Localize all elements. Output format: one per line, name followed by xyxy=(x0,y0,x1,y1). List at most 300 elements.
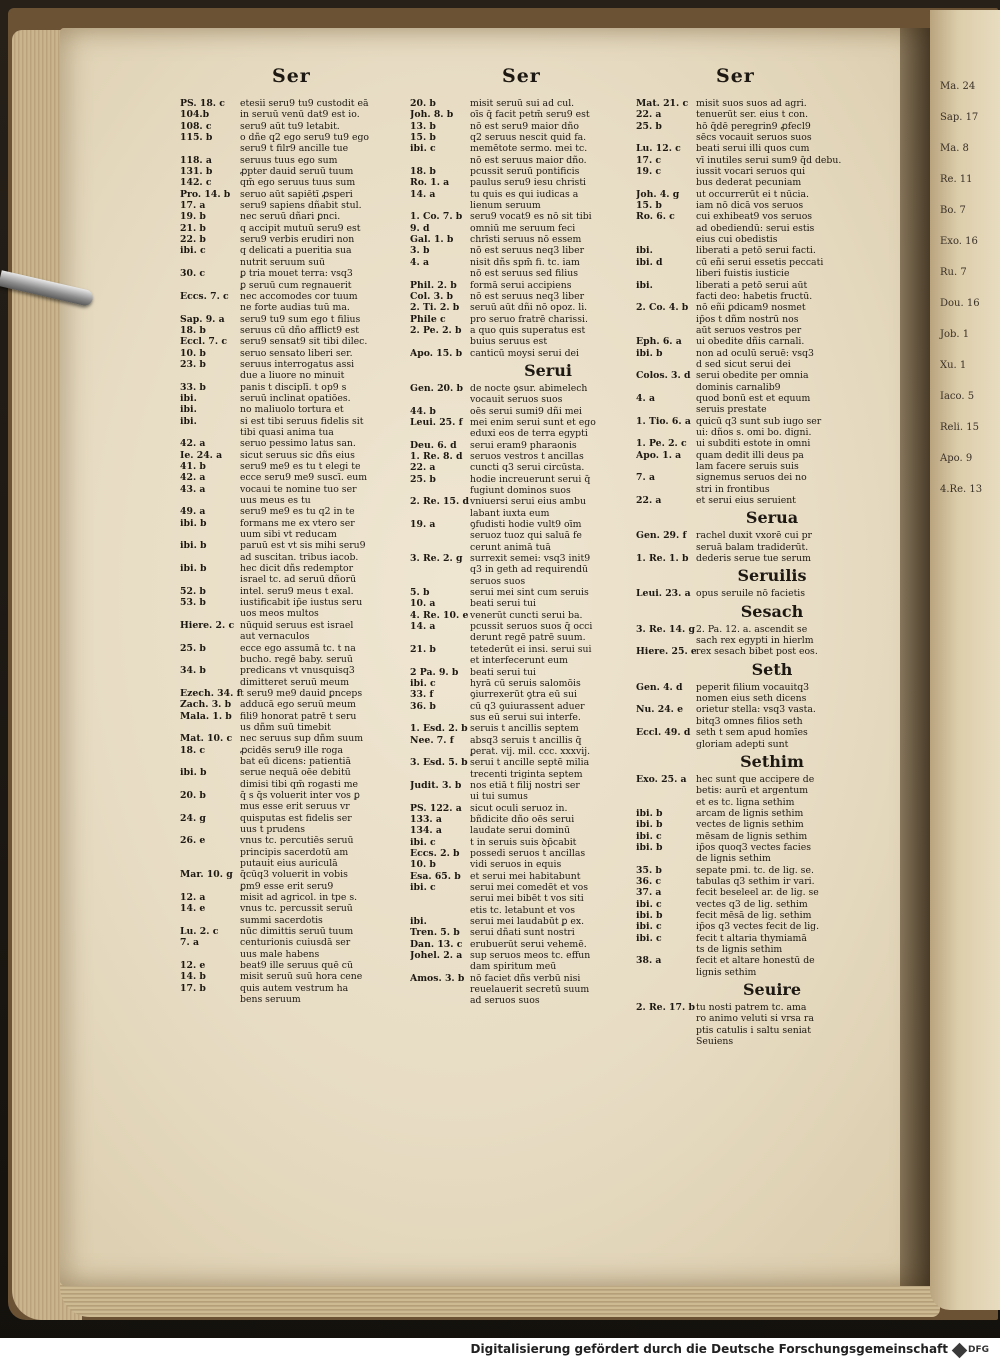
line-reference: 22. a xyxy=(636,109,662,121)
line-reference xyxy=(410,791,470,802)
line-text: dederis serue tue serum xyxy=(696,553,811,565)
line-reference: 18. b xyxy=(180,324,206,336)
entry-heading xyxy=(636,600,868,624)
line-text: hec dicit dñs redemptor xyxy=(240,563,354,575)
concordance-line xyxy=(180,824,410,835)
line-text: ecce seru9 me9 suscī. eum xyxy=(240,472,368,484)
line-reference: 21. b xyxy=(410,643,436,655)
line-reference xyxy=(410,632,470,643)
line-text: t̄ in seruis suis ꝺp̄cabit xyxy=(470,836,577,848)
line-text: quisputas est fidelis ser xyxy=(240,812,352,824)
concordance-line xyxy=(410,735,646,746)
line-text: vocaui te nomine tuo ser xyxy=(240,483,357,495)
line-text: liberati a petō serui facti. xyxy=(696,245,816,257)
line-text: pcussit seruos suos q̄ occi xyxy=(470,621,593,633)
line-text: ptis catulis i saltu seniat xyxy=(696,1024,811,1036)
concordance-line xyxy=(636,314,868,325)
concordance-line xyxy=(410,621,646,632)
line-text: erubuerūt serui vehemē. xyxy=(470,938,587,950)
line-reference: 15. b xyxy=(410,132,436,144)
line-reference xyxy=(636,234,696,245)
concordance-line xyxy=(636,325,868,336)
line-reference xyxy=(180,552,240,563)
line-text: iussit vocari seruos qui xyxy=(696,166,806,178)
line-text: o dñe q2 ego seru9 tu9 ego xyxy=(240,132,369,144)
line-text: uus male habens xyxy=(240,948,320,960)
line-reference: ibi. c xyxy=(636,830,662,842)
concordance-line xyxy=(180,404,410,415)
text-column-1 xyxy=(180,62,410,1006)
line-reference xyxy=(180,608,240,619)
concordance-line xyxy=(410,234,646,245)
line-reference: 131. b xyxy=(180,166,213,178)
line-text: misit ad agricol. in tpe s. xyxy=(240,892,358,904)
line-reference: ibi. c xyxy=(636,898,662,910)
line-reference: 19. b xyxy=(180,211,206,223)
line-reference: 36. b xyxy=(410,700,436,712)
concordance-line xyxy=(410,984,646,995)
column-lines xyxy=(180,98,410,1006)
dfg-logo xyxy=(954,1341,994,1359)
concordance-line xyxy=(636,1025,868,1036)
concordance-line xyxy=(180,166,410,177)
line-text: predicans vt vnusquisq3 xyxy=(240,665,355,677)
line-text: cū q3 ꝯuiurassent aduer xyxy=(470,700,585,712)
concordance-line xyxy=(410,961,646,972)
concordance-line xyxy=(410,166,646,177)
line-reference xyxy=(410,655,470,666)
line-text: 2. Pa. 12. a. ascendit se xyxy=(696,623,808,635)
concordance-line xyxy=(180,177,410,188)
line-reference xyxy=(410,576,470,587)
concordance-line xyxy=(180,779,410,790)
line-text: etis t̄c. letabunt et vos xyxy=(470,904,575,916)
line-text: q delicati a pueritia sua xyxy=(240,245,352,257)
concordance-line xyxy=(180,336,410,347)
concordance-line xyxy=(410,576,646,587)
concordance-line xyxy=(180,121,410,132)
concordance-line xyxy=(636,359,868,370)
line-text: iam nō dicā vos seruos xyxy=(696,200,804,212)
facing-page xyxy=(930,10,1000,1310)
concordance-line xyxy=(636,542,868,553)
concordance-line xyxy=(636,268,868,279)
concordance-line xyxy=(180,665,410,676)
line-text: quod bonū est et equum xyxy=(696,392,811,404)
concordance-line xyxy=(180,132,410,143)
line-reference: Eccs. 2. b xyxy=(410,848,460,859)
line-text: q̄ s q̄s voluerit inter vos ꝑ xyxy=(240,789,360,801)
concordance-line xyxy=(636,166,868,177)
line-reference: 3. Re. 14. g xyxy=(636,623,695,635)
line-reference: Joh. 4. g xyxy=(636,188,680,200)
line-text: possedi seruos t̄ ancillas xyxy=(470,848,586,859)
line-reference: ibi. b xyxy=(636,347,663,359)
line-reference: Leui. 25. f xyxy=(410,416,463,428)
concordance-line xyxy=(410,257,646,268)
line-text: fecit t̄ altaria thymiamā xyxy=(696,932,807,944)
line-reference: 19. c xyxy=(636,166,662,178)
concordance-line xyxy=(636,132,868,143)
line-text: Seth xyxy=(751,659,793,679)
line-text: cerunt animā tuā xyxy=(470,541,551,553)
concordance-line xyxy=(636,143,868,154)
line-reference xyxy=(180,722,240,733)
facing-page-fragment: Ma. 24 xyxy=(940,81,976,92)
line-reference xyxy=(636,853,696,864)
line-text: tu quis es qui iudicas a xyxy=(470,188,579,200)
concordance-line xyxy=(410,428,646,439)
concordance-line xyxy=(636,393,868,404)
line-reference xyxy=(410,155,470,166)
line-text: liberi fuistis iusticie xyxy=(696,268,790,280)
line-text: fecit beseleel ar. de lig. se xyxy=(696,887,819,899)
concordance-line xyxy=(180,211,410,222)
concordance-line xyxy=(636,200,868,211)
line-text: bens seruum xyxy=(240,994,301,1006)
line-text: vnus t̄c. percutiēs seruū xyxy=(240,835,354,847)
line-text: omniū me seruum feci xyxy=(470,222,576,234)
concordance-line xyxy=(180,291,410,302)
concordance-line xyxy=(636,739,868,750)
line-text: bat eū dicens: patientiā xyxy=(240,755,352,767)
line-reference: 24. g xyxy=(180,812,206,824)
concordance-line xyxy=(180,631,410,642)
line-reference: 2. Pe. 2. b xyxy=(410,324,462,336)
entry-heading xyxy=(410,359,646,383)
line-reference xyxy=(636,1025,696,1036)
text-column-3 xyxy=(636,62,868,1047)
line-text: panis t̄ disciplī. t̄ op9 s xyxy=(240,381,347,393)
line-reference: 12. a xyxy=(180,892,206,904)
concordance-line xyxy=(636,797,868,808)
facing-page-fragment: Iaco. 5 xyxy=(940,391,975,402)
concordance-line xyxy=(410,712,646,723)
line-text: seruo pessimo latus san. xyxy=(240,438,356,450)
line-reference: 22. b xyxy=(180,234,206,246)
line-text: ꝑm9 esse erit seru9 xyxy=(240,880,334,892)
concordance-line xyxy=(636,865,868,876)
line-text: mei enim serui sunt et ego xyxy=(470,416,596,428)
line-reference: 108. c xyxy=(180,120,212,132)
concordance-line xyxy=(180,552,410,563)
line-text: seru9 t̄ filr9 ancille tue xyxy=(240,143,349,155)
concordance-line xyxy=(636,842,868,853)
concordance-line xyxy=(410,825,646,836)
concordance-line xyxy=(410,291,646,302)
concordance-line xyxy=(410,950,646,961)
facing-page-fragment: Job. 1 xyxy=(940,329,970,340)
line-reference: Deu. 6. d xyxy=(410,439,457,451)
concordance-line xyxy=(636,382,868,393)
line-text: serui obedite per omnia xyxy=(696,370,809,382)
line-text: ui obedite dñis carnali. xyxy=(696,336,805,348)
concordance-line xyxy=(636,234,868,245)
concordance-line xyxy=(410,325,646,336)
line-reference: ibi. c xyxy=(180,245,206,257)
entry-heading xyxy=(636,978,868,1002)
line-text: fugiunt dominos suos xyxy=(470,485,571,496)
line-reference xyxy=(410,769,470,780)
concordance-line xyxy=(636,910,868,921)
line-reference xyxy=(180,257,240,268)
concordance-line xyxy=(636,944,868,955)
line-reference: 38. a xyxy=(636,955,662,967)
entry-heading xyxy=(636,564,868,588)
line-reference xyxy=(636,427,696,438)
line-reference: Eccl. 49. d xyxy=(636,727,691,739)
line-text: seruus tuus ego sum xyxy=(240,154,338,166)
line-reference: 4. a xyxy=(636,392,655,404)
line-text: buius seruus est xyxy=(470,336,548,348)
line-text: vī inutiles serui sum9 q̄d debu. xyxy=(696,154,842,166)
line-text: opus seruile nō facietis xyxy=(696,588,806,600)
line-text: ꝑerat. vij. mil. ccc. xxxvij. xyxy=(470,745,591,757)
line-reference: 115. b xyxy=(180,132,213,144)
line-reference xyxy=(180,370,240,381)
line-reference: 33. b xyxy=(180,381,206,393)
line-text: ecce ego assumā t̄c. t̄ na xyxy=(240,642,356,654)
line-text: centurionis cuiusdā ser xyxy=(240,937,351,949)
concordance-line xyxy=(410,109,646,120)
line-text: q̄cūq3 voluerit in vobis xyxy=(240,869,348,881)
concordance-line xyxy=(636,450,868,461)
line-text: oēs serui sumi9 dñi mei xyxy=(470,405,583,417)
concordance-line xyxy=(410,314,646,325)
line-reference: 10. b xyxy=(410,859,436,871)
concordance-line xyxy=(180,98,410,109)
line-text: paulus seru9 iesu christi xyxy=(470,177,587,189)
line-reference xyxy=(636,1013,696,1024)
line-reference xyxy=(180,756,240,767)
line-text: vectes q3 de lig. sethim xyxy=(696,898,808,910)
concordance-line xyxy=(410,189,646,200)
line-text: quam dedit illi deus pa xyxy=(696,449,804,461)
line-text: ad seruos suos xyxy=(470,995,540,1007)
concordance-line xyxy=(410,336,646,347)
line-text: fili9 honorat patrē t̄ seru xyxy=(240,710,357,722)
line-reference: 52. b xyxy=(180,585,206,597)
line-reference: 9. d xyxy=(410,222,430,234)
line-reference: ibi. c xyxy=(636,932,662,944)
line-reference xyxy=(410,485,470,496)
concordance-line xyxy=(410,927,646,938)
line-reference xyxy=(636,484,696,495)
line-reference: Ro. 6. c xyxy=(636,211,675,223)
line-reference xyxy=(180,801,240,812)
line-text: beati serui tui xyxy=(470,598,536,610)
concordance-line xyxy=(636,211,868,222)
concordance-line xyxy=(410,474,646,485)
line-reference: ibi. xyxy=(636,279,653,291)
line-reference: 2. Re. 17. b xyxy=(636,1002,695,1014)
concordance-line xyxy=(180,722,410,733)
line-text: reuelauerit secretū suum xyxy=(470,984,590,996)
line-text: bus dederat pecuniam xyxy=(696,177,802,189)
concordance-line xyxy=(180,949,410,960)
line-reference: 17. b xyxy=(180,982,206,994)
concordance-line xyxy=(636,785,868,796)
concordance-line xyxy=(180,506,410,517)
line-text: israel t̄c. ad seruū dñorū xyxy=(240,574,357,586)
concordance-line xyxy=(180,608,410,619)
line-reference: 13. b xyxy=(410,120,436,132)
facing-page-fragment: Bo. 7 xyxy=(940,205,966,216)
line-reference xyxy=(636,542,696,553)
line-text: tu nosti patrem t̄c. ama xyxy=(696,1002,807,1014)
concordance-line xyxy=(410,667,646,678)
concordance-line xyxy=(180,223,410,234)
line-reference xyxy=(636,268,696,279)
concordance-line xyxy=(410,211,646,222)
line-text: misit seruū sui ad cul. xyxy=(470,98,575,109)
concordance-line xyxy=(636,472,868,483)
line-reference: Col. 3. b xyxy=(410,290,454,302)
line-text: vidi seruos in equis xyxy=(470,859,562,871)
line-reference: Hiere. 25. e xyxy=(636,646,697,658)
line-reference xyxy=(180,994,240,1005)
concordance-line xyxy=(636,831,868,842)
concordance-line xyxy=(410,394,646,405)
concordance-line xyxy=(410,871,646,882)
line-reference: Gen. 4. d xyxy=(636,681,683,693)
line-text: ꝓpter dauid seruū tuum xyxy=(240,166,354,178)
line-reference xyxy=(636,177,696,188)
line-text: seru9 sensat9 sit tibi dilec. xyxy=(240,336,368,348)
line-reference: Gal. 1. b xyxy=(410,234,454,246)
facing-page-fragment: Sap. 17 xyxy=(940,112,979,123)
facing-page-fragment: Xu. 1 xyxy=(940,360,967,371)
concordance-line xyxy=(180,915,410,926)
concordance-line xyxy=(410,598,646,609)
line-reference: 1. Pe. 2. c xyxy=(636,438,687,450)
line-reference: 3. Re. 2. g xyxy=(410,553,463,565)
line-text: Sesach xyxy=(740,601,804,621)
line-text: ui tui sumus xyxy=(470,791,528,803)
concordance-line xyxy=(410,995,646,1006)
line-text: serui mei bibēt t̄ vos siti xyxy=(470,893,584,905)
line-reference: 21. b xyxy=(180,222,206,234)
line-reference xyxy=(636,132,696,143)
line-reference xyxy=(180,779,240,790)
line-reference xyxy=(180,847,240,858)
line-text: nō eñi ꝑdicam9 nosmet xyxy=(696,302,806,314)
concordance-line xyxy=(180,767,410,778)
line-text: peperit filium vocauitq3 xyxy=(696,681,810,693)
line-text: ip̄os q3 vectes fecit de lig. xyxy=(696,921,820,933)
line-text: etesii seru9 tu9 custodit eā xyxy=(240,98,369,109)
concordance-line xyxy=(636,853,868,864)
line-text: aūt seruos vestros per xyxy=(696,324,802,336)
line-reference: Nu. 24. e xyxy=(636,704,684,716)
line-text: sicut oculi seruoz in. xyxy=(470,802,568,814)
running-head: Ser xyxy=(502,65,541,87)
line-text: ad obediendū: serui estis xyxy=(696,222,815,234)
line-reference: 3. Esd. 5. b xyxy=(410,757,468,769)
line-reference: 17. c xyxy=(636,154,662,166)
concordance-line xyxy=(180,155,410,166)
concordance-line xyxy=(636,109,868,120)
concordance-line xyxy=(636,876,868,887)
line-reference xyxy=(410,530,470,541)
line-text: lienum seruum xyxy=(470,200,541,212)
line-text: rachel duxit vxorē cui pr xyxy=(696,530,812,542)
line-reference: 2 Pa. 9. b xyxy=(410,666,459,678)
line-text: vectes de lignis sethim xyxy=(696,819,804,831)
line-reference xyxy=(180,495,240,506)
concordance-line xyxy=(636,223,868,234)
line-text: fecit mēsā de lig. sethim xyxy=(696,909,812,921)
concordance-line xyxy=(410,791,646,802)
line-reference: ibi. xyxy=(180,392,197,404)
line-reference: 14. e xyxy=(180,903,206,915)
line-text: misit seruū suū hora cene xyxy=(240,971,363,983)
line-text: liberati a petō serui aūt xyxy=(696,279,808,291)
line-reference: 7. a xyxy=(636,472,655,484)
line-reference: 133. a xyxy=(410,813,442,825)
concordance-line xyxy=(180,200,410,211)
line-reference xyxy=(180,529,240,540)
line-reference: Eccs. 7. c xyxy=(180,290,229,302)
line-reference: ibi. c xyxy=(410,882,436,894)
line-text: putauit eius auriculā xyxy=(240,858,338,870)
line-reference xyxy=(180,427,240,438)
line-text: seru9 me9 es tu q2 in te xyxy=(240,506,355,518)
line-text: seruū inclinat opatiōes. xyxy=(240,392,351,404)
line-reference: 7. a xyxy=(180,937,199,949)
line-reference: 25. b xyxy=(636,120,662,132)
line-text: seruoz tuoz qui saluā fe xyxy=(470,530,582,542)
concordance-line xyxy=(410,701,646,712)
line-text: dimitteret seruū meum xyxy=(240,676,350,688)
line-reference: 36. c xyxy=(636,875,662,887)
line-text: cui exhibeat9 vos seruos xyxy=(696,211,813,223)
line-reference: 42. a xyxy=(180,472,206,484)
concordance-line xyxy=(410,757,646,768)
concordance-line xyxy=(180,892,410,903)
line-reference: ibi. b xyxy=(636,807,663,819)
line-reference: 30. c xyxy=(180,268,206,280)
concordance-line xyxy=(180,903,410,914)
line-reference xyxy=(410,893,470,904)
line-reference: 15. b xyxy=(636,200,662,212)
line-text: formans me ex vtero ser xyxy=(240,517,355,529)
line-reference: 118. a xyxy=(180,154,212,166)
concordance-line xyxy=(636,588,868,599)
concordance-line xyxy=(180,960,410,971)
line-text: seru9 aūt tu9 letabit. xyxy=(240,120,340,132)
line-reference: Exo. 25. a xyxy=(636,773,687,785)
line-reference: ibi. b xyxy=(180,563,207,575)
line-text: quis autem vestrum ha xyxy=(240,982,349,994)
concordance-line xyxy=(180,461,410,472)
facing-page-fragment: Dou. 16 xyxy=(940,298,980,309)
line-text: q3 in geth ad requirendū xyxy=(470,564,589,576)
line-text: nō faciet dñs verbū nisi xyxy=(470,972,581,984)
line-text: ne forte audias tuū ma. xyxy=(240,302,350,314)
line-text: Serui xyxy=(524,360,572,380)
line-text: beati serui tui xyxy=(470,666,536,678)
concordance-line xyxy=(180,540,410,551)
line-reference: 3. b xyxy=(410,245,430,257)
concordance-line xyxy=(410,973,646,984)
concordance-line xyxy=(180,790,410,801)
concordance-line xyxy=(636,553,868,564)
concordance-line xyxy=(180,643,410,654)
line-reference xyxy=(180,654,240,665)
line-text: seruū aūt dñi nō opoz. li. xyxy=(470,302,588,314)
line-text: nūc dimittis seruū tuum xyxy=(240,926,354,938)
